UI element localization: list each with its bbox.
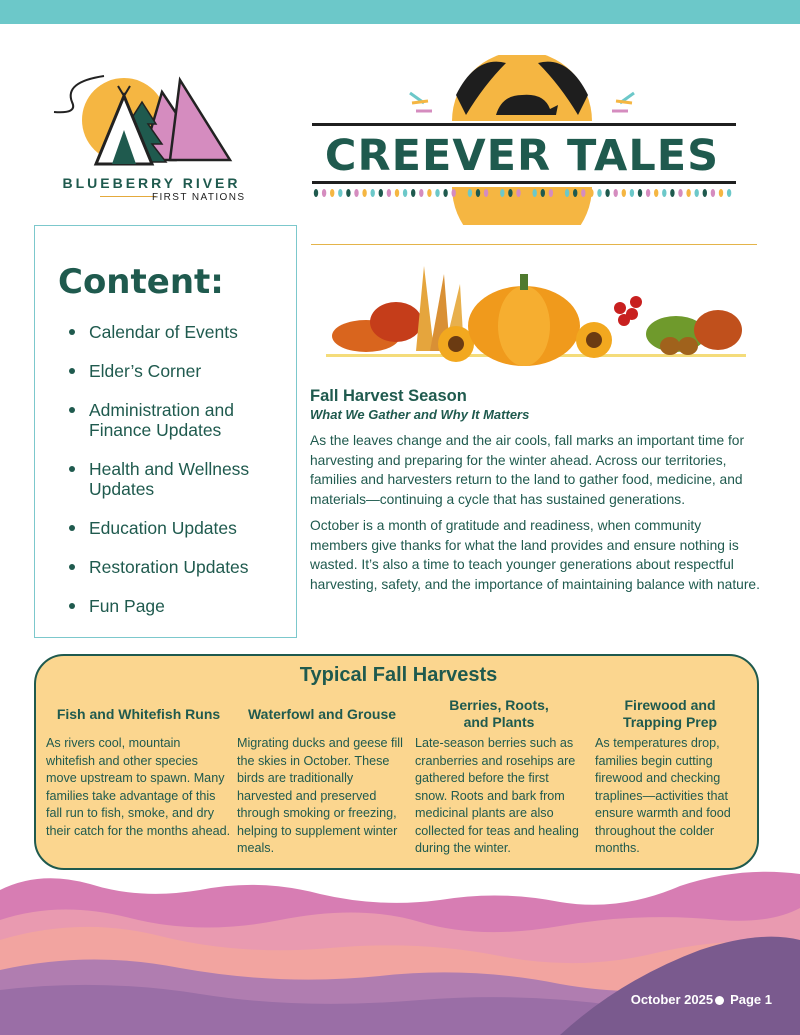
contents-list: [69, 322, 289, 635]
bead-icon: [371, 189, 375, 197]
contents-item-label: Administration and Finance Updates: [89, 400, 234, 440]
contents-item[interactable]: [69, 322, 289, 342]
contents-item-label: Elder’s Corner: [89, 361, 202, 381]
article-subtitle: What We Gather and Why It Matters: [310, 407, 530, 422]
bead-icon: [362, 189, 366, 197]
bead-icon: [435, 189, 439, 197]
harvest-body: Migrating ducks and geese fill the skies in October. These birds are traditionally harvested and preserved through smoking or freezing, helping to supplement winter meals.: [237, 736, 403, 855]
bead-icon: [468, 189, 472, 197]
article-fall-harvest: [310, 386, 762, 601]
harvest-column: [415, 696, 583, 858]
contents-item-label: Health and Wellness Updates: [89, 459, 250, 499]
bead-icon: [703, 189, 707, 197]
bead-icon: [533, 189, 537, 197]
bead-icon: [589, 189, 593, 197]
bead-icon: [460, 189, 464, 197]
bullet-icon: [69, 603, 75, 609]
page-number: Page 1: [730, 992, 772, 1007]
contents-item[interactable]: [69, 596, 289, 616]
bead-icon: [395, 189, 399, 197]
article-title: Fall Harvest Season: [310, 387, 467, 405]
top-color-band: [0, 0, 800, 24]
bead-icon: [403, 189, 407, 197]
blueberry-river-logo: [44, 72, 259, 212]
masthead-rule-top: [312, 123, 736, 126]
bead-icon: [346, 189, 350, 197]
contents-item-label: Restoration Updates: [89, 557, 249, 577]
harvest-column: [595, 696, 745, 858]
header-divider: [311, 244, 757, 245]
panel-title: Typical Fall Harvests: [299, 664, 498, 686]
bead-icon: [427, 189, 431, 197]
contents-title: Content:: [58, 262, 224, 302]
logo-mark-icon: [44, 72, 259, 172]
bead-icon: [354, 189, 358, 197]
contents-item[interactable]: [69, 518, 289, 538]
harvest-heading: Fish and Whitefish Runs: [56, 705, 221, 722]
contents-item-label: Calendar of Events: [89, 322, 238, 342]
contents-item[interactable]: [69, 557, 289, 577]
masthead: [306, 55, 738, 225]
bead-icon: [330, 189, 334, 197]
harvest-body: As temperatures drop, families begin cutting firewood and checking traplines—activities that ensure warmth and food throughout the colder months.: [595, 736, 731, 855]
bead-icon: [573, 189, 577, 197]
article-paragraph: October is a month of gratitude and readiness, when community members give thanks for what the land provides and ensure nothing is wasted. It’s also a time to teach younger generations about respectful harvesting, safety, and the importance of maintaining balance with nature.: [310, 518, 760, 592]
bead-icon: [670, 189, 674, 197]
bullet-icon: [69, 525, 75, 531]
harvest-column: [46, 696, 231, 840]
contents-item-label: Education Updates: [89, 518, 237, 538]
bullet-icon: [69, 407, 75, 413]
harvest-heading: Firewood and Trapping Prep: [622, 697, 718, 730]
logo-divider: [100, 196, 156, 197]
bead-icon: [686, 189, 690, 197]
bead-icon: [678, 189, 682, 197]
bead-icon: [476, 189, 480, 197]
issue-date: October 2025: [630, 992, 714, 1007]
mountain-landscape-icon: [0, 860, 800, 1035]
page-footer: [631, 992, 772, 1007]
org-subname: FIRST NATIONS: [152, 192, 246, 203]
bead-icon: [605, 189, 609, 197]
bead-icon: [622, 189, 626, 197]
contents-item[interactable]: [69, 400, 289, 440]
bead-icon: [557, 189, 561, 197]
bead-icon: [379, 189, 383, 197]
bead-icon: [541, 189, 545, 197]
bead-icon: [492, 189, 496, 197]
bullet-icon: [69, 329, 75, 335]
bead-icon: [314, 189, 318, 197]
bead-icon: [549, 189, 553, 197]
contents-item[interactable]: [69, 459, 289, 499]
bead-icon: [508, 189, 512, 197]
harvest-illustration: [326, 256, 746, 376]
contents-item[interactable]: [69, 361, 289, 381]
contents-item-label: Fun Page: [89, 596, 165, 616]
bullet-icon: [69, 466, 75, 472]
contents-box: [34, 225, 297, 638]
bead-icon: [654, 189, 658, 197]
bead-icon: [662, 189, 666, 197]
harvest-heading: Waterfowl and Grouse: [247, 705, 397, 722]
bead-icon: [565, 189, 569, 197]
article-paragraph: As the leaves change and the air cools, fall marks an important time for harvesting and preparing for the winter ahead. Across our territories, families and harvesters return to the land to gather food, medicine, and materials—continuing a cycle that has sustained generations.: [310, 433, 745, 507]
bead-icon: [452, 189, 456, 197]
bead-icon: [711, 189, 715, 197]
bead-icon: [630, 189, 634, 197]
bullet-icon: [69, 368, 75, 374]
bead-icon: [338, 189, 342, 197]
masthead-rule-bottom: [312, 181, 736, 184]
newsletter-title: CREEVER TALES: [324, 131, 720, 181]
org-name: BLUEBERRY RIVER: [62, 175, 241, 191]
bead-icon: [719, 189, 723, 197]
bead-icon: [387, 189, 391, 197]
bead-icon: [524, 189, 528, 197]
bead-icon: [322, 189, 326, 197]
bead-icon: [484, 189, 488, 197]
dot-icon: [715, 996, 724, 1005]
bead-icon: [419, 189, 423, 197]
bead-icon: [646, 189, 650, 197]
bead-icon: [443, 189, 447, 197]
harvest-column: [237, 696, 407, 858]
bead-icon: [581, 189, 585, 197]
bead-icon: [695, 189, 699, 197]
bead-icon: [516, 189, 520, 197]
bead-icon: [727, 189, 731, 197]
bullet-icon: [69, 564, 75, 570]
fall-harvests-panel: [34, 654, 759, 870]
pumpkin-harvest-icon: [326, 256, 746, 376]
bead-icon: [614, 189, 618, 197]
bead-icon: [500, 189, 504, 197]
harvest-body: As rivers cool, mountain whitefish and other species move upstream to spawn. Many families take advantage of this fall run to fish, smoke, and dry their catch for the months ahead.: [46, 736, 231, 838]
harvest-body: Late-season berries such as cranberries and rosehips are gathered before the first snow. Roots and bark from medicinal plants are also collected for teas and healing during the winter.: [415, 736, 579, 855]
harvest-heading: Berries, Roots, and Plants: [449, 697, 549, 730]
bead-icon: [597, 189, 601, 197]
bead-icon: [638, 189, 642, 197]
bead-icon: [411, 189, 415, 197]
